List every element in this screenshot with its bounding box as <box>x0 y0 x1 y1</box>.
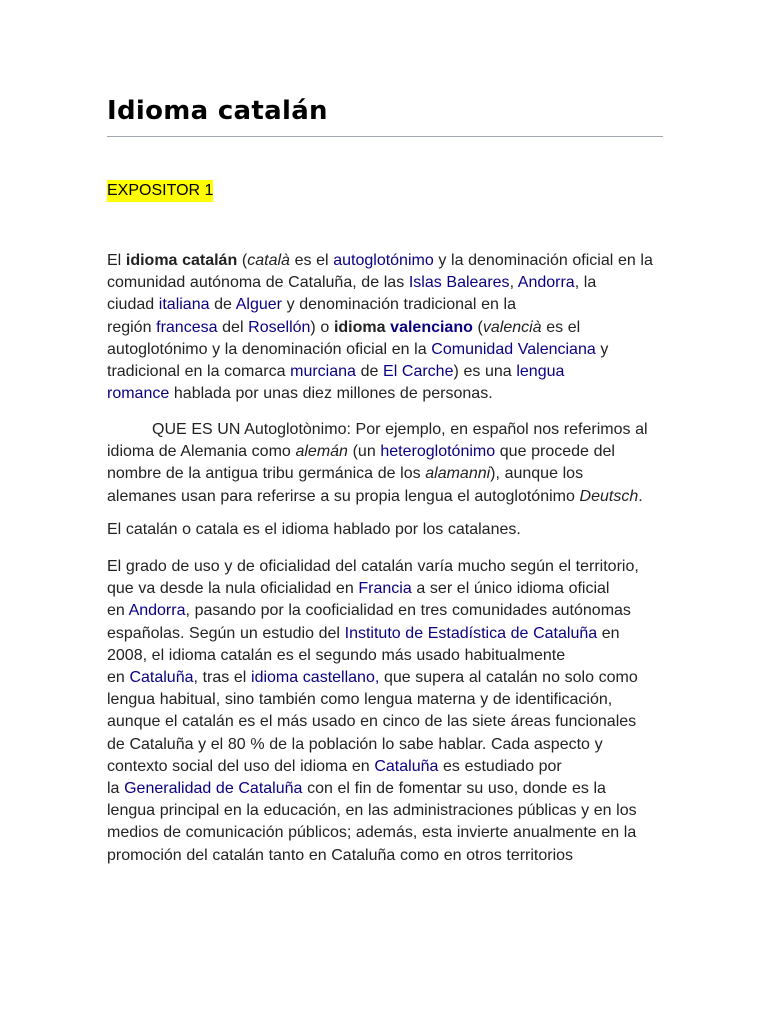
text: ( <box>237 252 248 269</box>
paragraph-4-line <box>107 822 636 844</box>
paragraph-4-line <box>107 756 562 778</box>
text: que procede del <box>495 443 615 461</box>
text: . <box>638 487 643 505</box>
text: autoglotónimo y la denominación oficial en la <box>107 340 432 358</box>
text: medios de comunicación públicos; además, esta invierte anualmente en la <box>107 824 637 842</box>
italic-text: alemán <box>295 443 348 461</box>
link[interactable]: valenciano <box>390 318 473 336</box>
paragraph-2-line <box>107 486 643 508</box>
text: con el fin de fomentar su uso, donde es la <box>302 780 606 797</box>
link[interactable]: El Carche <box>383 363 454 380</box>
text: , pasando por la cooficialidad en tres comunidades autónomas <box>185 602 631 620</box>
text: de <box>209 296 236 314</box>
italic-text: català <box>247 252 290 269</box>
text: ) o <box>310 318 334 336</box>
text: contexto social del uso del idioma en <box>107 757 375 775</box>
link[interactable]: autoglotónimo <box>333 252 434 269</box>
text: del <box>217 318 249 336</box>
paragraph-1-line <box>107 250 653 272</box>
text: españolas. Según un estudio del <box>107 624 345 642</box>
text: El catalán o catala es el idioma hablado por los catalanes. <box>107 521 521 538</box>
paragraph-3-line <box>107 519 521 541</box>
link[interactable]: Francia <box>358 580 412 598</box>
text: ) es una <box>453 363 517 380</box>
text: que va desde la nula oficialidad en <box>107 580 359 598</box>
text: (un <box>347 443 381 461</box>
paragraph-4-line <box>107 689 612 711</box>
text: QUE ES UN Autoglotònimo: Por ejemplo, en español nos referimos al <box>152 421 648 438</box>
link[interactable]: Andorra <box>517 274 575 292</box>
text: de Cataluña y el 80 % de la población lo sabe hablar. Cada aspecto y <box>107 735 603 753</box>
link[interactable]: heteroglotónimo <box>380 443 496 461</box>
link[interactable]: murciana <box>290 363 356 380</box>
link[interactable]: Instituto de Estadística de Cataluña <box>344 624 598 642</box>
italic-text: Deutsch <box>579 487 639 505</box>
text: es el <box>541 318 581 336</box>
page-title: Idioma catalán <box>107 96 328 126</box>
paragraph-4-line <box>107 734 603 756</box>
highlighted-label: EXPOSITOR 1 <box>107 180 213 202</box>
text: lengua habitual, sino también como lengua materna y de identificación, <box>107 691 613 709</box>
paragraph-4-line <box>107 800 637 822</box>
bold-text: idioma <box>333 318 391 336</box>
link[interactable]: lengua <box>516 363 565 380</box>
text: de <box>355 363 384 380</box>
text: , <box>509 274 518 292</box>
link[interactable]: Islas Baleares <box>408 274 510 292</box>
text: lengua principal en la educación, en las administraciones públicas y en los <box>107 802 637 820</box>
text: idioma de Alemania como <box>107 443 296 461</box>
link[interactable]: Andorra <box>128 602 186 620</box>
text: es estudiado por <box>438 757 562 775</box>
text: que supera al catalán no solo como <box>379 669 638 686</box>
text: hablada por unas diez millones de personas. <box>169 385 493 403</box>
italic-text: alamanni <box>425 465 491 483</box>
link[interactable]: Generalidad de Cataluña <box>124 780 303 797</box>
text: 2008, el idioma catalán es el segundo más usado habitualmente <box>107 646 566 664</box>
link[interactable]: Cataluña <box>374 757 439 775</box>
text: a ser el único idioma oficial <box>411 580 610 598</box>
text: aunque el catalán es el más usado en cinco de las siete áreas funcionales <box>107 713 637 731</box>
link[interactable]: idioma castellano, <box>251 669 380 686</box>
text: , tras el <box>193 669 252 686</box>
paragraph-1-line <box>107 383 493 405</box>
link[interactable]: francesa <box>156 318 218 336</box>
paragraph-4-line <box>107 778 606 800</box>
link[interactable]: Comunidad Valenciana <box>431 340 596 358</box>
text: ), aunque los <box>490 465 584 483</box>
paragraph-4-line <box>107 667 638 689</box>
text: región <box>107 318 157 336</box>
text: en <box>597 624 620 642</box>
text: en <box>107 669 130 686</box>
paragraph-1-line <box>107 339 608 361</box>
bold-text: idioma catalán <box>125 252 238 269</box>
paragraph-1-line <box>107 272 596 294</box>
paragraph-4-line <box>107 623 620 645</box>
text: alemanes usan para referirse a su propia lengua el autoglotónimo <box>107 487 580 505</box>
paragraph-2-line <box>107 441 615 463</box>
text: El <box>107 252 126 269</box>
text: en <box>107 602 129 620</box>
paragraph-4-line <box>107 556 639 578</box>
paragraph-2-line <box>107 463 583 485</box>
paragraph-1-line <box>107 317 580 339</box>
paragraph-4-line <box>107 845 573 867</box>
italic-text: valencià <box>482 318 542 336</box>
text: ciudad <box>107 296 159 314</box>
paragraph-4-line <box>107 645 565 667</box>
text: comunidad autónoma de Cataluña, de las <box>107 274 409 292</box>
paragraph-4-line <box>107 578 609 600</box>
text: tradicional en la comarca <box>107 363 291 380</box>
link[interactable]: Cataluña <box>129 669 194 686</box>
paragraph-4-line <box>107 600 631 622</box>
text: nombre de la antigua tribu germánica de los <box>107 465 426 483</box>
title-divider <box>107 136 663 137</box>
text: , la <box>574 274 597 292</box>
paragraph-4-line <box>107 711 636 733</box>
text: y denominación tradicional en la <box>281 296 516 314</box>
text: ( <box>472 318 483 336</box>
text: y la denominación oficial en la <box>433 252 653 269</box>
link[interactable]: italiana <box>158 296 210 314</box>
text: El grado de uso y de oficialidad del catalán varía mucho según el territorio, <box>107 558 639 575</box>
text: es el <box>289 252 334 269</box>
text: y <box>595 340 609 358</box>
paragraph-1-line <box>107 294 516 316</box>
link[interactable]: Rosellón <box>248 318 311 336</box>
paragraph-1-line <box>107 361 564 383</box>
link[interactable]: romance <box>107 385 170 403</box>
text: la <box>107 780 125 797</box>
text: promoción del catalán tanto en Cataluña como en otros territorios <box>107 846 574 864</box>
link[interactable]: Alguer <box>235 296 282 314</box>
paragraph-2-line <box>152 419 648 441</box>
